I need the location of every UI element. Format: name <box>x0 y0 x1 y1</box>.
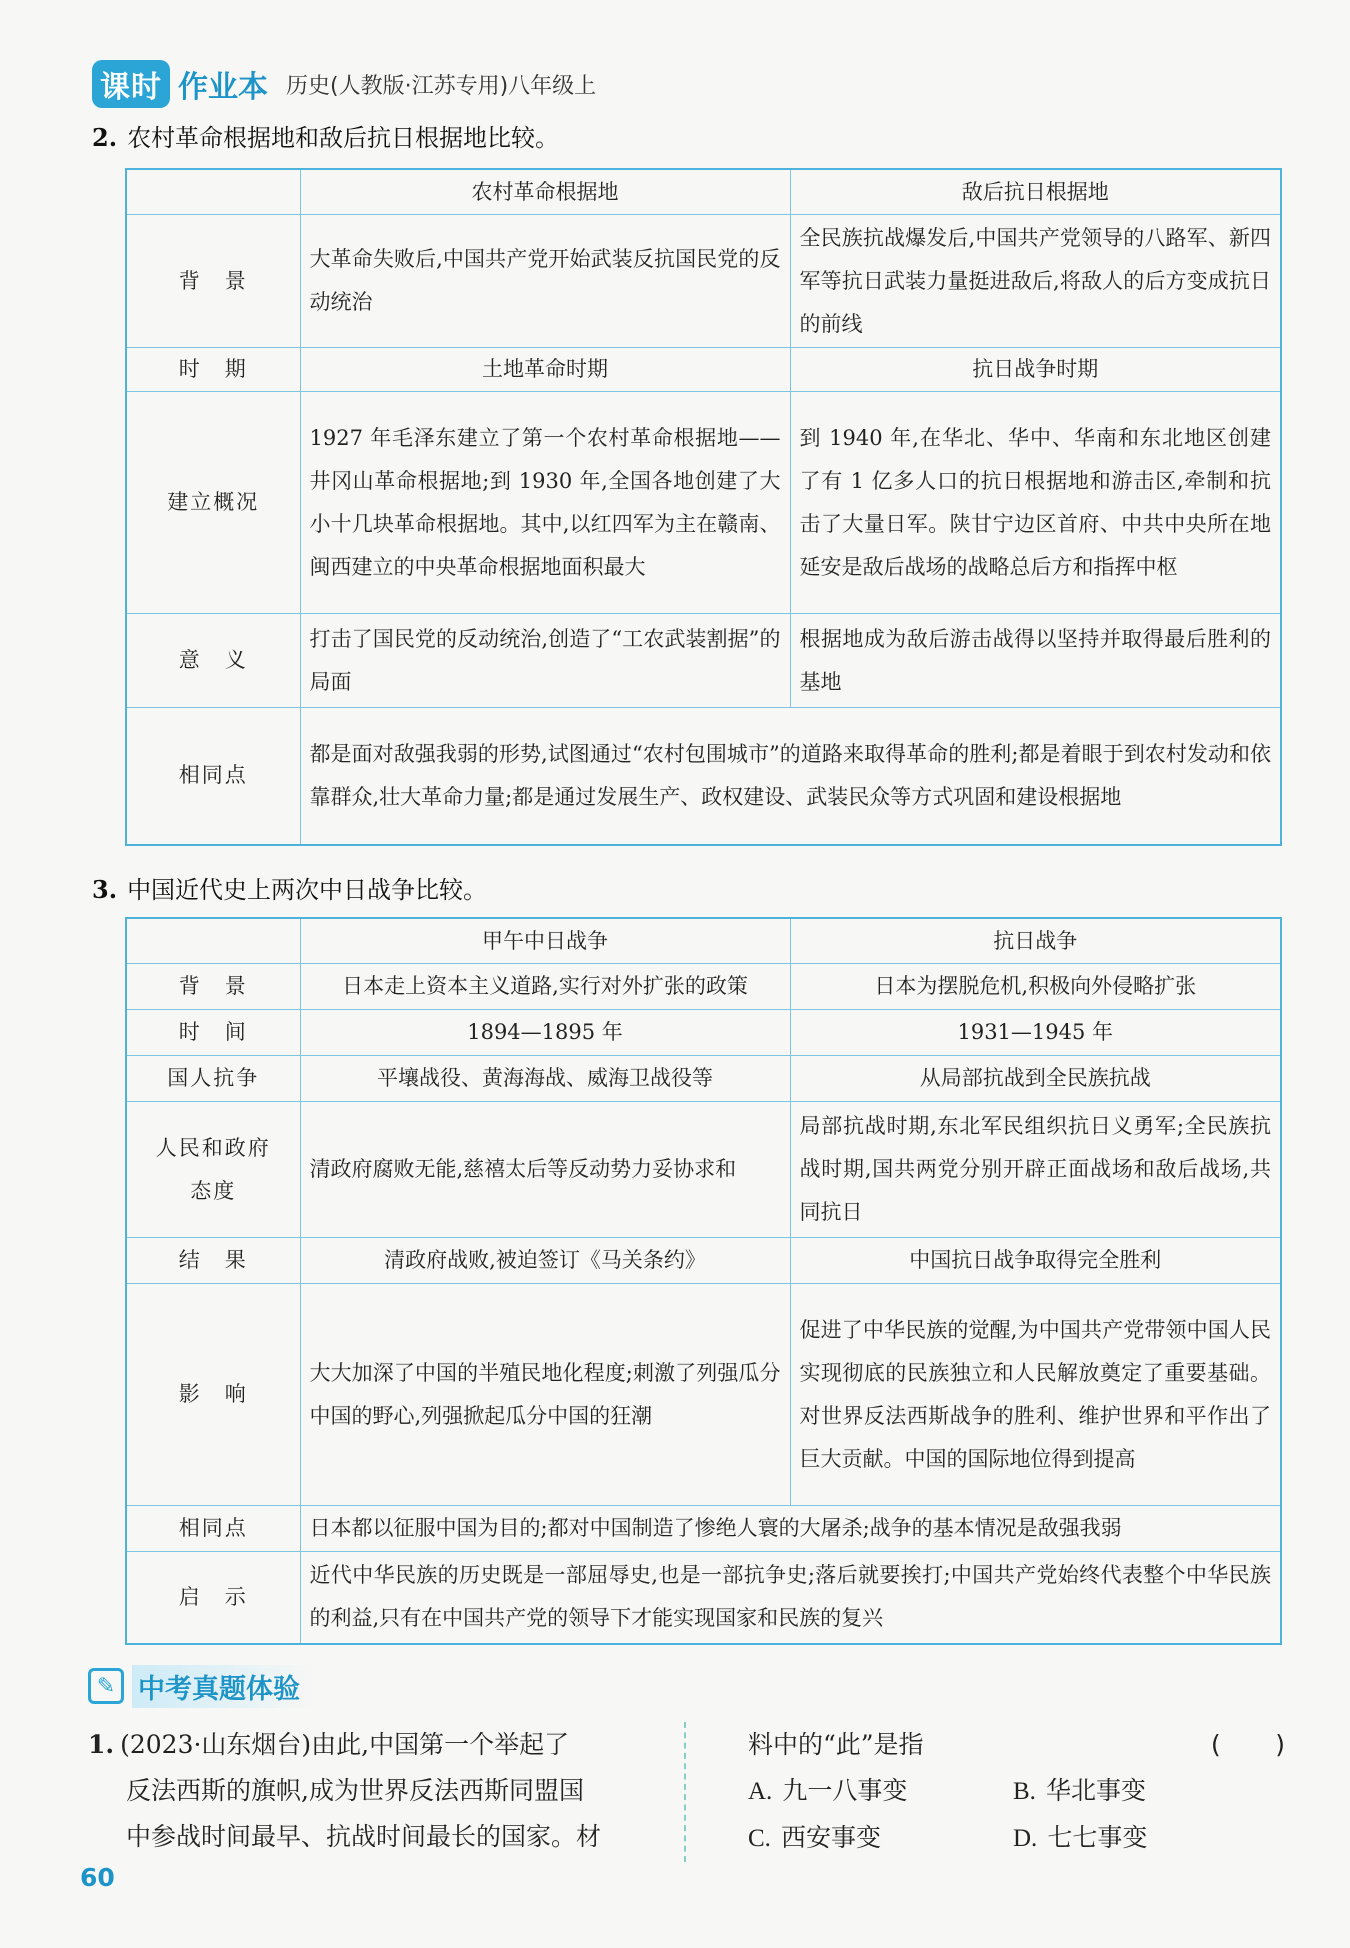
row-header: 相同点 <box>126 1506 300 1552</box>
table-corner-cell <box>126 169 300 215</box>
table-cell: 日本走上资本主义道路,实行对外扩张的政策 <box>300 964 790 1010</box>
table-cell: 1931—1945 年 <box>790 1010 1281 1056</box>
question-1-options <box>748 1722 1288 1862</box>
question-number: 1. <box>88 1730 115 1759</box>
table-cell: 日本都以征服中国为目的;都对中国制造了惨绝人寰的大屠杀;战争的基本情况是敌强我弱 <box>300 1506 1281 1552</box>
table-cell: 到 1940 年,在华北、华中、华南和东北地区创建了有 1 亿多人口的抗日根据地和游击区,牵制和抗击了大量日军。陕甘宁边区首府、中共中央所在地延安是敌后战场的战略总后方和指挥中枢 <box>790 392 1281 614</box>
column-header: 抗日战争 <box>790 918 1281 964</box>
exam-section-header <box>88 1665 314 1707</box>
table-row <box>126 964 1281 1010</box>
row-header: 结 果 <box>126 1238 300 1284</box>
row-header <box>126 1102 300 1238</box>
table-cell: 日本为摆脱危机,积极向外侵略扩张 <box>790 964 1281 1010</box>
table-row <box>126 1238 1281 1284</box>
section2-title-text: 农村革命根据地和敌后抗日根据地比较。 <box>127 124 560 152</box>
option-b[interactable] <box>1013 1768 1273 1815</box>
table-cell: 局部抗战时期,东北军民组织抗日义勇军;全民族抗战时期,国共两党分别开辟正面战场和敌后战场,共同抗日 <box>790 1102 1281 1238</box>
table-cell: 大革命失败后,中国共产党开始武装反抗国民党的反动统治 <box>300 215 790 348</box>
table-cell: 中国抗日战争取得完全胜利 <box>790 1238 1281 1284</box>
column-divider <box>684 1722 686 1862</box>
row-header: 建立概况 <box>126 392 300 614</box>
row-header-line: 态度 <box>190 1178 237 1203</box>
row-header: 相同点 <box>126 708 300 845</box>
answer-blank[interactable]: ( ) <box>1207 1730 1288 1759</box>
section3-title-text: 中国近代史上两次中日战争比较。 <box>127 876 488 904</box>
table-cell: 1927 年毛泽东建立了第一个农村革命根据地——井冈山革命根据地;到 1930 年,全国各地创建了大小十几块革命根据地。其中,以红四军为主在赣南、闽西建立的中央革命根据地面积最大 <box>300 392 790 614</box>
column-header: 农村革命根据地 <box>300 169 790 215</box>
question-text-line: 料中的“此”是指 <box>748 1730 924 1759</box>
option-c[interactable] <box>748 1815 1013 1862</box>
table-cell: 从局部抗战到全民族抗战 <box>790 1056 1281 1102</box>
row-header: 时 间 <box>126 1010 300 1056</box>
option-text: 七七事变 <box>1047 1823 1148 1852</box>
table-header-row <box>126 918 1281 964</box>
option-d[interactable] <box>1013 1815 1273 1862</box>
table-row <box>126 1102 1281 1238</box>
row-header: 背 景 <box>126 964 300 1010</box>
table-row <box>126 614 1281 708</box>
table-row <box>126 215 1281 348</box>
option-label: C. <box>748 1825 771 1852</box>
column-header: 甲午中日战争 <box>300 918 790 964</box>
table-row <box>126 708 1281 845</box>
section3-number: 3. <box>92 875 118 904</box>
table-cell: 大大加深了中国的半殖民地化程度;刺激了列强瓜分中国的野心,列强掀起瓜分中国的狂潮 <box>300 1284 790 1506</box>
question-1-stem <box>88 1722 663 1860</box>
table-header-row <box>126 169 1281 215</box>
logo: 课时 <box>92 60 170 108</box>
row-header: 背 景 <box>126 215 300 348</box>
table-cell: 1894—1895 年 <box>300 1010 790 1056</box>
section3-table <box>125 917 1282 1645</box>
question-text-line: (2023·山东烟台)由此,中国第一个举起了 <box>120 1730 570 1759</box>
table-row <box>126 1056 1281 1102</box>
option-label: A. <box>748 1778 773 1805</box>
section3-title <box>92 870 487 905</box>
table-cell: 清政府腐败无能,慈禧太后等反动势力妥协求和 <box>300 1102 790 1238</box>
section2-table <box>125 168 1282 846</box>
table-cell: 根据地成为敌后游击战得以坚持并取得最后胜利的基地 <box>790 614 1281 708</box>
row-header: 启 示 <box>126 1552 300 1644</box>
logo-text: 作业本 <box>178 70 268 105</box>
table-row <box>126 392 1281 614</box>
table-row <box>126 1010 1281 1056</box>
row-header: 影 响 <box>126 1284 300 1506</box>
table-cell: 抗日战争时期 <box>790 348 1281 392</box>
table-row <box>126 348 1281 392</box>
table-row <box>126 1506 1281 1552</box>
row-header-line: 人民和政府 <box>155 1135 271 1160</box>
table-cell: 促进了中华民族的觉醒,为中国共产党带领中国人民实现彻底的民族独立和人民解放奠定了重要基础。对世界反法西斯战争的胜利、维护世界和平作出了巨大贡献。中国的国际地位得到提高 <box>790 1284 1281 1506</box>
section2-title <box>92 118 559 153</box>
table-cell: 清政府战败,被迫签订《马关条约》 <box>300 1238 790 1284</box>
row-header: 国人抗争 <box>126 1056 300 1102</box>
row-header: 时 期 <box>126 348 300 392</box>
pencil-icon: ✎ <box>88 1668 124 1704</box>
header <box>92 62 596 106</box>
book-subtitle: 历史(人教版·江苏专用)八年级上 <box>286 73 597 99</box>
question-text-line: 中参战时间最早、抗战时间最长的国家。材 <box>126 1822 602 1851</box>
option-label: D. <box>1013 1825 1038 1852</box>
table-cell: 平壤战役、黄海海战、威海卫战役等 <box>300 1056 790 1102</box>
option-text: 九一八事变 <box>782 1776 908 1805</box>
page-number: 60 <box>80 1863 115 1892</box>
column-header: 敌后抗日根据地 <box>790 169 1281 215</box>
table-cell: 打击了国民党的反动统治,创造了“工农武装割据”的局面 <box>300 614 790 708</box>
section2-number: 2. <box>92 123 118 152</box>
option-label: B. <box>1013 1778 1036 1805</box>
option-text: 华北事变 <box>1045 1776 1146 1805</box>
option-a[interactable] <box>748 1768 1013 1815</box>
table-corner-cell <box>126 918 300 964</box>
table-row <box>126 1552 1281 1644</box>
row-header: 意 义 <box>126 614 300 708</box>
exam-section-title: 中考真题体验 <box>132 1665 314 1708</box>
question-text-line: 反法西斯的旗帜,成为世界反法西斯同盟国 <box>126 1776 584 1805</box>
table-cell: 近代中华民族的历史既是一部屈辱史,也是一部抗争史;落后就要挨打;中国共产党始终代表整个中华民族的利益,只有在中国共产党的领导下才能实现国家和民族的复兴 <box>300 1552 1281 1644</box>
table-row <box>126 1284 1281 1506</box>
table-cell: 都是面对敌强我弱的形势,试图通过“农村包围城市”的道路来取得革命的胜利;都是着眼于到农村发动和依靠群众,壮大革命力量;都是通过发展生产、政权建设、武装民众等方式巩固和建设根据地 <box>300 708 1281 845</box>
table-cell: 全民族抗战爆发后,中国共产党领导的八路军、新四军等抗日武装力量挺进敌后,将敌人的后方变成抗日的前线 <box>790 215 1281 348</box>
table-cell: 土地革命时期 <box>300 348 790 392</box>
option-text: 西安事变 <box>780 1823 881 1852</box>
